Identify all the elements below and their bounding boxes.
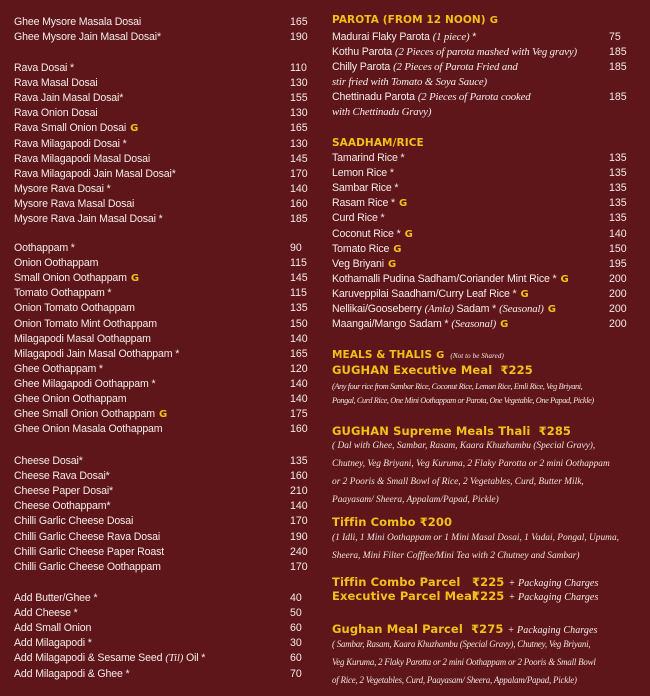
item-desc-cont: with Chettinadu Gravy) bbox=[332, 106, 432, 118]
menu-item bbox=[332, 31, 476, 44]
item-name: Onion Tomato Mint Oothappam bbox=[14, 317, 157, 330]
item-price: 30 bbox=[290, 637, 302, 650]
item-price: 170 bbox=[290, 560, 308, 573]
item-seasonal: (Seasonal) bbox=[499, 303, 544, 315]
menu-item bbox=[14, 318, 157, 331]
item-name: Rava Onion Dosai bbox=[14, 107, 98, 120]
item-price: 130 bbox=[290, 137, 308, 150]
menu-item bbox=[14, 92, 123, 105]
menu-item bbox=[14, 183, 111, 196]
g-badge-icon: G bbox=[500, 319, 509, 331]
item-price: 195 bbox=[609, 257, 627, 270]
tiffin-combo-title: Tiffin Combo ₹200 bbox=[332, 515, 453, 529]
item-name: Ghee Mysore Jain Masal Dosai* bbox=[14, 31, 161, 44]
item-price: 145 bbox=[290, 152, 308, 165]
item-name: Cheese Rava Dosai* bbox=[14, 470, 110, 483]
menu-item bbox=[14, 622, 91, 635]
g-badge-icon: G bbox=[393, 243, 402, 255]
menu-item bbox=[332, 273, 569, 286]
item-name: Add Milagapodi * bbox=[14, 637, 92, 650]
item-name: Cheese Oothappam* bbox=[14, 500, 111, 513]
meal-parcel-desc-2: Veg Kuruma, 2 Flaky Parotta or 2 mini Oothappam or 2 Pooris & Small Bowl bbox=[332, 657, 596, 667]
executive-meal-desc-2: Pongal, Curd Rice, One Mini Oothappam or Parota, One Vegetable, One Papad, Pickle) bbox=[332, 396, 594, 405]
item-name: Add Butter/Ghee * bbox=[14, 592, 98, 604]
item-name: Chettinadu Parota bbox=[332, 91, 415, 103]
menu-item bbox=[332, 46, 577, 59]
item-name: Rava Dosai * bbox=[14, 62, 75, 74]
supreme-desc-1: ( Dal with Ghee, Sambar, Rasam, Kaara Khuzhambu (Special Gravy), bbox=[332, 441, 596, 451]
item-name: Oothappam * bbox=[14, 242, 75, 254]
item-price: 135 bbox=[609, 152, 627, 164]
menu-item bbox=[14, 257, 98, 270]
item-name: Nellikai/Gooseberry bbox=[332, 303, 422, 315]
menu-item bbox=[14, 485, 113, 498]
item-name: Milagapodi Masal Oothappam bbox=[14, 332, 151, 345]
menu-item bbox=[14, 561, 161, 574]
item-suffix: Oil * bbox=[183, 652, 206, 665]
item-name: Milagapodi Jain Masal Oothappam * bbox=[14, 347, 180, 360]
meals-heading bbox=[332, 349, 504, 361]
item-price: 90 bbox=[290, 242, 302, 254]
item-price: 175 bbox=[290, 408, 308, 421]
menu-item bbox=[14, 213, 163, 226]
item-suffix: Sadam * bbox=[453, 303, 497, 315]
item-price: 115 bbox=[290, 257, 307, 270]
executive-parcel-price: ₹225 bbox=[472, 589, 505, 603]
item-price: 60 bbox=[290, 652, 302, 665]
item-price: 165 bbox=[290, 16, 308, 28]
menu-item bbox=[332, 91, 531, 104]
menu-item bbox=[14, 62, 74, 75]
item-name: Tomato Rice bbox=[332, 242, 390, 255]
menu-item bbox=[14, 531, 160, 544]
item-price: 135 bbox=[609, 197, 627, 210]
menu-item bbox=[14, 470, 110, 483]
item-price: 165 bbox=[290, 347, 308, 360]
menu-item bbox=[332, 61, 518, 74]
item-price: 185 bbox=[290, 213, 308, 225]
menu-item bbox=[14, 77, 98, 90]
item-name: Rava Milagapodi Dosai * bbox=[14, 137, 127, 150]
item-name: Rasam Rice * bbox=[332, 197, 395, 210]
item-price: 200 bbox=[609, 287, 627, 300]
item-price: 135 bbox=[609, 212, 627, 225]
item-name: Cheese Paper Dosai* bbox=[14, 485, 114, 498]
item-italic: (Til) bbox=[165, 652, 184, 665]
item-desc: (2 Pieces of parota mashed with Veg gravy) bbox=[395, 46, 577, 58]
executive-meal-price: ₹225 bbox=[500, 363, 533, 377]
item-name: Rava Jain Masal Dosai* bbox=[14, 92, 124, 105]
g-badge-icon: G bbox=[387, 258, 397, 270]
item-name: Onion Oothappam bbox=[14, 257, 99, 270]
meal-parcel-price: ₹275 bbox=[471, 622, 504, 636]
item-price: 160 bbox=[290, 470, 308, 483]
tiffin-combo-price: ₹200 bbox=[419, 515, 453, 529]
item-price: 185 bbox=[609, 61, 627, 73]
item-price: 200 bbox=[609, 272, 627, 285]
meal-parcel-title: Gughan Meal Parcel ₹275 + Packaging Charges bbox=[332, 622, 598, 636]
item-desc: (1 piece) bbox=[432, 31, 470, 43]
rice-heading: SAADHAM/RICE bbox=[332, 137, 424, 149]
item-price: 170 bbox=[290, 515, 308, 528]
supreme-thali-price: ₹285 bbox=[538, 424, 572, 438]
item-price: 135 bbox=[290, 302, 308, 315]
g-badge-icon: G bbox=[130, 273, 139, 285]
item-name: Ghee Mysore Masala Dosai bbox=[14, 16, 142, 28]
menu-item bbox=[14, 607, 78, 620]
menu-item bbox=[332, 318, 508, 331]
menu-item bbox=[14, 348, 179, 361]
menu-item bbox=[14, 302, 135, 315]
menu-item bbox=[332, 167, 394, 180]
item-price: 185 bbox=[609, 91, 627, 103]
item-name: Ghee Small Onion Oothappam bbox=[14, 408, 155, 421]
item-name: Tomato Oothappam * bbox=[14, 287, 112, 300]
item-name: Maangai/Mango Sadam * bbox=[332, 318, 449, 331]
g-badge-icon: G bbox=[404, 228, 413, 240]
parota-title: PAROTA (FROM 12 NOON) bbox=[332, 14, 486, 26]
g-badge-icon: G bbox=[158, 409, 168, 421]
menu-item bbox=[14, 31, 161, 44]
item-price: 150 bbox=[609, 242, 627, 255]
supreme-desc-3: or 2 Pooris & Small Bowl of Rice, 2 Vegetables, Curd, Butter Milk, bbox=[332, 477, 584, 487]
g-badge-icon: G bbox=[520, 288, 529, 300]
item-italic: (Amla) bbox=[424, 303, 454, 315]
tiffin-parcel-row: Tiffin Combo Parcel ₹225 + Packaging Charges bbox=[332, 575, 599, 589]
item-price: 200 bbox=[609, 318, 627, 331]
item-price: 185 bbox=[609, 46, 627, 58]
item-price: 210 bbox=[290, 485, 308, 498]
supreme-thali-title: GUGHAN Supreme Meals Thali ₹285 bbox=[332, 424, 572, 438]
meal-parcel-desc-1: ( Sambar, Rasam, Kaara Khuzhambu (Special Gravy), Chutney, Veg Briyani, bbox=[332, 639, 591, 649]
item-name: Rava Milagapodi Masal Dosai bbox=[14, 152, 151, 165]
tiffin-desc-1: (1 Idli, 1 Mini Oothappam or 1 Mini Masal Dosai, 1 Vadai, Pongal, Upuma, bbox=[332, 533, 619, 543]
tiffin-parcel-price: ₹225 bbox=[472, 575, 505, 589]
menu-item bbox=[14, 153, 150, 166]
g-badge-icon: G bbox=[560, 273, 569, 285]
item-price: 145 bbox=[290, 272, 308, 285]
menu-item bbox=[14, 378, 155, 391]
item-price: 135 bbox=[290, 455, 308, 467]
parota-heading bbox=[332, 14, 498, 26]
item-name: Mysore Rava Jain Masal Dosai * bbox=[14, 213, 163, 225]
meal-parcel-desc-3: of Rice, 2 Vegetables, Curd, Paayasam/ Sheera, Appalam/Papad, Pickle) bbox=[332, 675, 577, 685]
item-price: 240 bbox=[290, 545, 308, 558]
item-name: Chilli Garlic Cheese Paper Roast bbox=[14, 545, 165, 558]
item-price: 135 bbox=[609, 167, 627, 180]
item-price: 190 bbox=[290, 530, 308, 543]
menu-item bbox=[14, 393, 126, 406]
menu-item bbox=[14, 546, 164, 559]
item-price: 140 bbox=[290, 500, 308, 513]
item-name: Karuveppilai Saadham/Curry Leaf Rice * bbox=[332, 287, 517, 300]
meals-title: MEALS & THALIS bbox=[332, 349, 433, 361]
menu-item bbox=[14, 423, 162, 436]
item-price: 60 bbox=[290, 622, 302, 635]
item-name: Rava Milagapodi Jain Masal Dosai* bbox=[14, 167, 176, 180]
item-price: 130 bbox=[290, 107, 308, 120]
item-price: 140 bbox=[609, 227, 627, 240]
menu-item bbox=[332, 258, 396, 271]
item-name: Add Cheese * bbox=[14, 607, 78, 620]
menu-item bbox=[332, 197, 407, 210]
item-name: Mysore Rava Dosai * bbox=[14, 182, 111, 195]
item-price: 75 bbox=[609, 31, 621, 43]
item-suffix: * bbox=[469, 31, 477, 43]
item-desc: (2 Pieces of Parota cooked bbox=[417, 91, 531, 103]
item-desc-cont: stir fried with Tomato & Soya Sauce) bbox=[332, 76, 487, 88]
item-price: 170 bbox=[290, 167, 308, 180]
item-price: 110 bbox=[290, 62, 307, 74]
item-name: Ghee Onion Masala Oothappam bbox=[14, 423, 163, 436]
supreme-desc-2: Chutney, Veg Briyani, Veg Kuruma, 2 Flaky Parotta or 2 mini Oothappam bbox=[332, 459, 610, 469]
item-price: 140 bbox=[290, 377, 308, 390]
item-price: 140 bbox=[290, 182, 308, 195]
menu-item bbox=[14, 242, 75, 255]
menu-item bbox=[14, 408, 167, 421]
item-price: 130 bbox=[290, 77, 308, 90]
menu-item bbox=[14, 500, 110, 513]
item-name: Tamarind Rice * bbox=[332, 152, 405, 164]
item-price: 115 bbox=[290, 287, 307, 300]
menu-item bbox=[14, 637, 92, 650]
item-name: Small Onion Oothappam bbox=[14, 272, 127, 285]
item-price: 160 bbox=[290, 423, 308, 436]
supreme-desc-4: Paayasam/ Sheera, Appalam/Papad, Pickle) bbox=[332, 495, 499, 505]
item-name: Cheese Dosai* bbox=[14, 455, 83, 467]
menu-item bbox=[14, 363, 103, 376]
menu-item bbox=[14, 455, 83, 468]
item-name: Madurai Flaky Parota bbox=[332, 31, 430, 43]
g-badge-icon: G bbox=[130, 123, 139, 135]
item-name: Add Milagapodi & Ghee * bbox=[14, 667, 130, 680]
menu-item bbox=[14, 592, 97, 605]
g-badge-icon: G bbox=[398, 198, 408, 210]
executive-meal-title: GUGHAN Executive Meal ₹225 bbox=[332, 363, 533, 377]
item-price: 120 bbox=[290, 362, 308, 375]
item-price: 135 bbox=[609, 182, 627, 195]
menu-item bbox=[14, 16, 141, 29]
menu-item bbox=[332, 212, 385, 225]
item-name: Rava Small Onion Dosai bbox=[14, 122, 127, 135]
item-price: 150 bbox=[290, 317, 308, 330]
item-name: Ghee Milagapodi Oothappam * bbox=[14, 377, 156, 390]
menu-item bbox=[14, 652, 205, 665]
menu-item bbox=[14, 138, 127, 151]
menu-item bbox=[332, 243, 401, 256]
item-name: Coconut Rice * bbox=[332, 227, 401, 240]
item-seasonal: (Seasonal) bbox=[451, 318, 497, 331]
menu-item bbox=[332, 152, 405, 165]
menu-item bbox=[14, 287, 111, 300]
item-name: Ghee Oothappam * bbox=[14, 362, 103, 375]
menu-item bbox=[332, 228, 413, 241]
menu-item bbox=[14, 198, 134, 211]
item-name: Onion Tomato Oothappam bbox=[14, 302, 135, 315]
menu-item bbox=[332, 182, 398, 195]
item-name: Chilli Garlic Cheese Dosai bbox=[14, 515, 134, 528]
tiffin-desc-2: Sheera, Mini Filter Cofffee/Mini Tea with 2 Chutney and Sambar) bbox=[332, 551, 580, 561]
menu-item bbox=[14, 122, 138, 135]
item-name: Chilli Garlic Cheese Rava Dosai bbox=[14, 530, 161, 543]
menu-item bbox=[14, 333, 151, 346]
menu-item bbox=[14, 515, 133, 528]
item-price: 140 bbox=[290, 332, 308, 345]
item-name: Mysore Rava Masal Dosai bbox=[14, 197, 135, 210]
item-price: 200 bbox=[609, 303, 627, 315]
item-price: 165 bbox=[290, 122, 308, 135]
menu-item bbox=[14, 272, 139, 285]
executive-parcel-row: Executive Parcel Meal₹225 + Packaging Charges bbox=[332, 589, 599, 603]
menu-item bbox=[332, 303, 556, 316]
item-price: 155 bbox=[290, 92, 308, 105]
item-name: Lemon Rice * bbox=[332, 167, 394, 180]
item-desc: (2 Pieces of Parota Fried and bbox=[393, 61, 518, 73]
menu-item bbox=[14, 107, 98, 120]
item-price: 160 bbox=[290, 197, 308, 210]
item-price: 190 bbox=[290, 31, 308, 44]
menu-item bbox=[332, 288, 529, 301]
item-name: Ghee Onion Oothappam bbox=[14, 393, 127, 405]
not-shared-note: (Not to be Shared) bbox=[450, 352, 504, 360]
item-name: Kothamalli Pudina Sadham/Coriander Mint Rice * bbox=[332, 272, 557, 285]
menu-item bbox=[14, 668, 130, 681]
item-price: 140 bbox=[290, 393, 308, 405]
item-name: Sambar Rice * bbox=[332, 182, 399, 195]
menu-item bbox=[14, 168, 176, 181]
item-name: Add Milagapodi & Sesame Seed bbox=[14, 652, 163, 665]
g-badge-icon: G bbox=[489, 15, 498, 26]
item-name: Kothu Parota bbox=[332, 46, 393, 58]
item-name: Veg Briyani bbox=[332, 257, 384, 270]
executive-meal-desc-1: (Any four rice from Sambar Rice, Coconut Rice, Lemon Rice, Emli Rice, Veg Briyani, bbox=[332, 382, 583, 391]
item-price: 50 bbox=[290, 607, 302, 620]
item-name: Add Small Onion bbox=[14, 622, 92, 635]
g-badge-icon: G bbox=[436, 350, 445, 361]
item-name: Chilly Parota bbox=[332, 61, 391, 73]
item-name: Curd Rice * bbox=[332, 212, 385, 225]
item-name: Chilli Garlic Cheese Oothappam bbox=[14, 560, 161, 573]
item-name: Rava Masal Dosai bbox=[14, 77, 98, 90]
g-badge-icon: G bbox=[547, 304, 556, 315]
item-price: 70 bbox=[290, 667, 302, 680]
item-price: 40 bbox=[290, 592, 302, 604]
